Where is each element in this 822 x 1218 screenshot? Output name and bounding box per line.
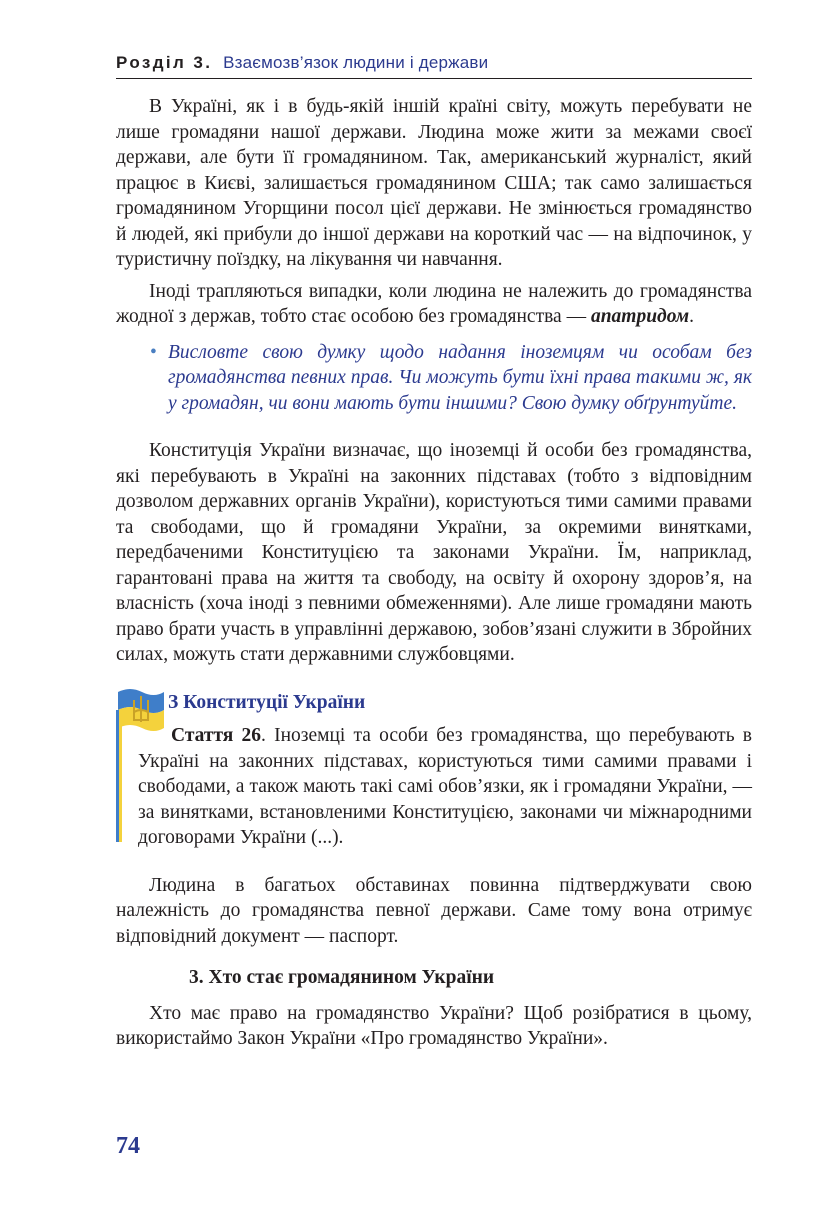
paragraph-2 xyxy=(116,279,752,330)
running-header xyxy=(116,52,752,79)
article-26-text xyxy=(138,723,752,851)
trident-flag-icon xyxy=(116,686,166,734)
section-heading: 3. Хто стає громадянином України xyxy=(189,967,495,988)
article-label: Стаття 26 xyxy=(171,725,262,746)
constitution-excerpt xyxy=(116,690,752,851)
term-apatrid: апатридом xyxy=(590,306,690,327)
page-number: 74 xyxy=(116,1133,140,1159)
task-bullet: • xyxy=(150,341,157,363)
paragraph-2-text: Іноді трапляються випадки, коли людина не належить до громадянства жодної з держав, тобто стає особою без громадянства — xyxy=(116,280,752,327)
page-content xyxy=(116,94,752,1052)
discussion-task xyxy=(150,340,752,417)
chapter-title: Взаємозв’язок людини і держави xyxy=(223,53,489,72)
paragraph-1: В Україні, як і в будь-якій іншій країні світу, можуть перебувати не лише громадяни нашої держави. Людина може жити за межами своєї держави, але бути її громадянином. Так, американський журналіст, який працює в Києві, залишається громадянином США; так само залишається громадянином Угорщини посол цієї держави. Не змінюється громадянство й людей, які прибули до іншої держави на короткий час — на відпочинок, у туристичну поїздку, на лікування чи навчання. xyxy=(116,96,752,270)
paragraph-4: Людина в багатьох обставинах повинна підтверджувати свою належність до громадянства певної держави. Саме тому вона отримує відповідний документ — паспорт. xyxy=(116,874,752,947)
task-text: Висловте свою думку щодо надання іноземцям чи особам без громадянства певних прав. Чи можуть бути їхні права такими ж, як у громадян, чи вони мають бути іншими? Свою думку обґрунтуйте. xyxy=(168,341,752,414)
paragraph-2-end: . xyxy=(689,306,694,327)
constitution-title: З Конституції України xyxy=(168,691,366,713)
article-body: . Іноземці та особи без громадянства, що перебувають в Україні на законних підставах, користуються тими самими правами і свободами, а також мають такі самі обов’язки, як і громадяни України, — за винятками, встановленими Конституцією, законами чи міжнародними договорами України (...). xyxy=(138,725,752,848)
chapter-label: Розділ 3. xyxy=(116,53,213,72)
paragraph-5: Хто має право на громадянство України? Щоб розібратися в цьому, використаймо Закон України «Про громадянство України». xyxy=(116,1002,752,1049)
constitution-side-stripe xyxy=(116,710,122,842)
paragraph-3: Конституція України визначає, що іноземці й особи без громадянства, які перебувають в Україні на законних підставах (тобто з відповідним дозволом державних органів України), користуються тими самими правами та свободами, що й громадяни України, за окремими винятками, передбаченими Конституцією та законами України. Їм, наприклад, гарантовані права на життя та свободу, на освіту й охорону здоров’я, на власність (хоча іноді з певними обмеженнями). Але лише громадяни мають право брати участь в управлінні державою, зобов’язані служити в Збройних силах, можуть стати державними службовцями. xyxy=(116,440,752,665)
